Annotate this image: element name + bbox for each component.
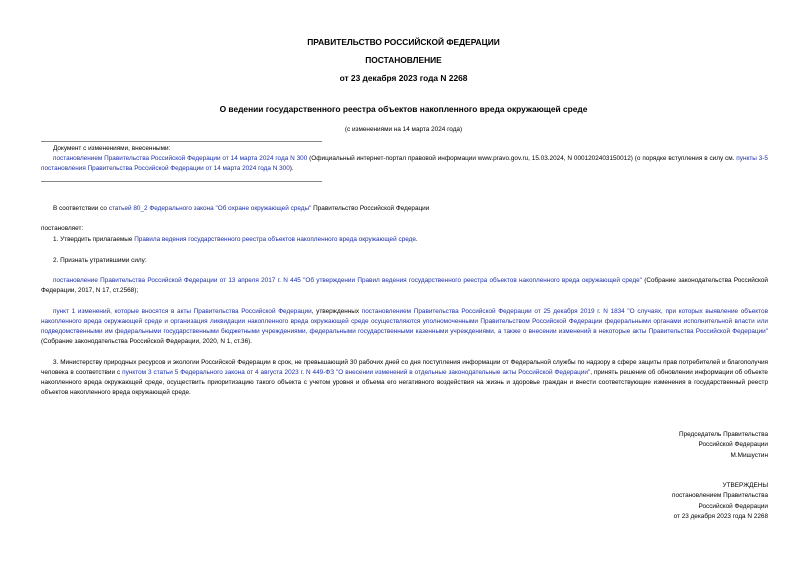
- item-3-pre: 3. Министерству природных ресурсов и экологии Российской Федерации в срок, не превышающий 30 рабочих дней со дня поступления информации от Федеральной службы по надзору в сфере защиты прав потребителей и благополучия человека в соответствии с: [41, 359, 768, 376]
- item-2a-post: (Собрание законодательства Российской Федерации, 2017, N 17, ст.2568);: [41, 277, 768, 294]
- preamble-post: Правительство Российской Федерации: [311, 205, 430, 212]
- approved-organization: Российской Федерации: [698, 502, 768, 510]
- amendment-link-300[interactable]: постановлением Правительства Российской Федерации от 14 марта 2024 года N 300: [53, 155, 308, 162]
- resolution-1834-link[interactable]: постановлением Правительства Российской Федерации от 25 декабря 2019 г. N 1834 "О случаях, при которых выявление объектов накопленного вреда окружающей среде и организация ликвидации накопленного вреда окружающей среде осуществляются уполномоченными Правительством Российской Федерации федеральными органами исполнительной власти или подведомственными им федеральными государственными бюджетными учреждениями, федеральными государственными казенными учреждениями, а также о внесении изменений в некоторые акты Правительства Российской Федерации": [41, 308, 768, 335]
- preamble-pre: В соответствии со: [53, 205, 109, 212]
- signature-block: [679, 430, 768, 461]
- changes-point-1-link[interactable]: пункт 1 изменений, которые вносятся в акты Правительства Российской Федерации: [53, 308, 312, 315]
- document-type-heading: ПОСТАНОВЛЕНИЕ: [365, 55, 442, 65]
- item-1-post: .: [415, 236, 418, 243]
- amendment-end-text: ).: [289, 165, 294, 172]
- federal-law-449-link[interactable]: пунктом 3 статьи 5 Федерального закона от 4 августа 2023 г. N 449-ФЗ "О внесении изменений в отдельные законодательные акты Российской Федерации": [122, 369, 591, 376]
- resolution-445-link[interactable]: постановление Правительства Российской Федерации от 13 апреля 2017 г. N 445 "Об утверждении Правил ведения государственного реестра объектов накопленного вреда окружающей среде": [53, 277, 642, 284]
- signature-position: Председатель Правительства: [679, 431, 768, 438]
- item-2b: [41, 307, 768, 347]
- approved-block: [672, 481, 768, 522]
- item-2b-mid: , утвержденных: [311, 308, 362, 315]
- item-3-post: , принять решение об обновлении информации об объекте накопленного вреда окружающей среде, осуществить приоритизацию такого объекта с учетом уровня и объема его негативного воздействия на жизнь и здоровье граждан и внести соответствующие изменения в государственный реестр объектов накопленного вреда окружающей среде.: [41, 369, 768, 396]
- item-2a: [41, 276, 768, 296]
- changes-details: [41, 154, 768, 174]
- document-title: О ведении государственного реестра объектов накопленного вреда окружающей среде: [219, 104, 588, 114]
- approved-label: УТВЕРЖДЕНЫ: [722, 482, 768, 489]
- signature-name: М.Мишустин: [730, 451, 768, 459]
- signature-organization: Российской Федерации: [698, 441, 768, 449]
- changes-intro-text: Документ с изменениями, внесенными:: [53, 145, 171, 152]
- government-heading: ПРАВИТЕЛЬСТВО РОССИЙСКОЙ ФЕДЕРАЦИИ: [307, 37, 500, 47]
- approved-by: постановлением Правительства: [672, 492, 768, 500]
- item-3: [41, 358, 768, 398]
- amendment-source-text: (Официальный интернет-портал правовой информации www.pravo.gov.ru, 15.03.2024, N 0001202403150012) (о порядке вступления в силу см.: [307, 155, 737, 162]
- item-2b-post: (Собрание законодательства Российской Федерации, 2020, N 1, ст.36).: [41, 338, 253, 345]
- law-article-link[interactable]: статьей 80_2 Федерального закона "Об охране окружающей среды": [108, 205, 312, 212]
- rules-link[interactable]: Правила ведения государственного реестра объектов накопленного вреда окружающей среде: [134, 236, 416, 243]
- item-1-pre: 1. Утвердить прилагаемые: [53, 236, 135, 243]
- document-date-number: от 23 декабря 2023 года N 2268: [339, 73, 468, 83]
- changes-bottom-divider: [41, 181, 322, 182]
- item-1: [41, 235, 768, 245]
- changes-top-divider: [41, 141, 322, 142]
- changes-intro: [41, 144, 768, 174]
- amendment-effect-link[interactable]: пункты 3-5 постановления Правительства Российской Федерации от 14 марта 2024 года N 300: [41, 155, 768, 172]
- item-2: 2. Признать утратившими силу:: [53, 257, 147, 264]
- resolves-text: постановляет:: [41, 225, 84, 232]
- revision-note: (с изменениями на 14 марта 2024 года): [344, 126, 463, 133]
- approved-date-number: от 23 декабря 2023 года N 2268: [673, 512, 768, 520]
- preamble: [41, 204, 768, 214]
